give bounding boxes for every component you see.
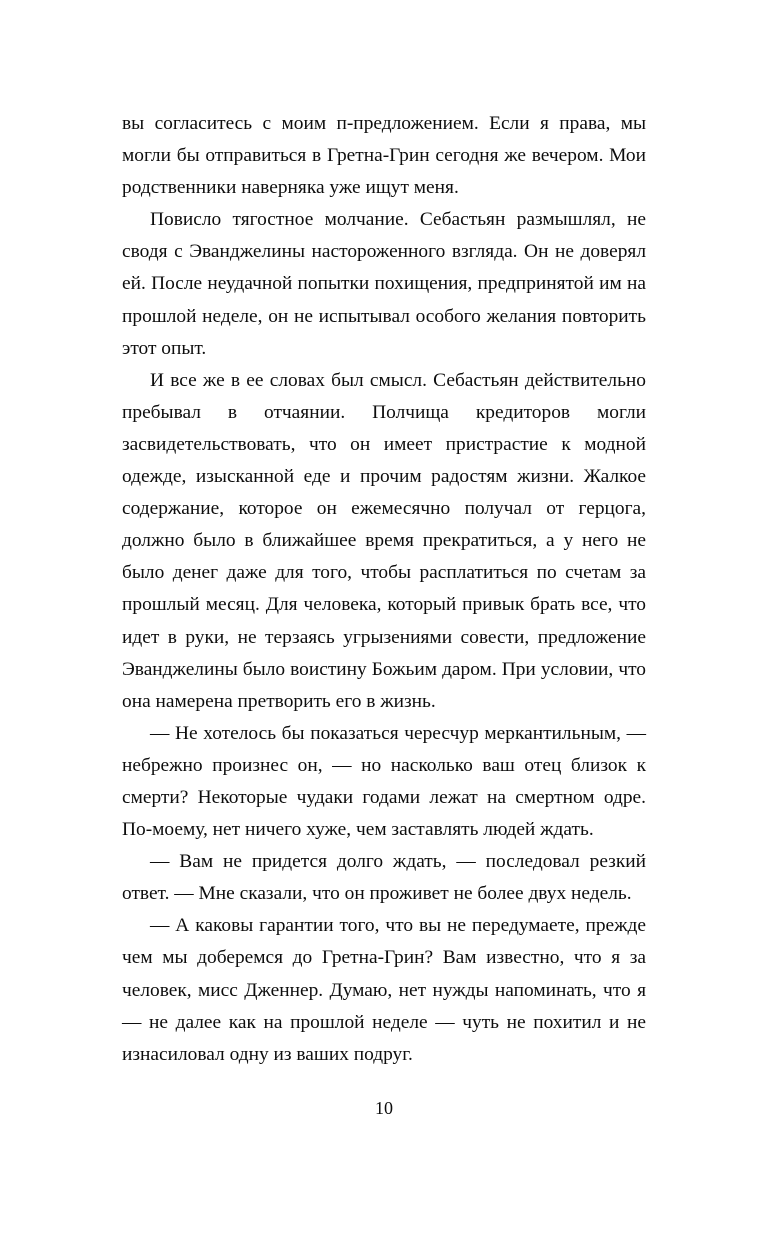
page-number: 10 [375, 1098, 393, 1118]
paragraph: И все же в ее словах был смысл. Себастьян действительно пребывал в отчаянии. Полчища кредиторов могли засвидетельствовать, что он имеет пристрастие к модной одежде, изысканной еде и прочим радостям жизни. Жалкое содержание, которое он ежемесячно получал от герцога, должно было в ближайшее время прекратиться, а у него не было денег даже для того, чтобы расплатиться по счетам за прошлый месяц. Для человека, который привык брать все, что идет в руки, не терзаясь угрызениями совести, предложение Эванджелины было воистину Божьим даром. При условии, что она намерена претворить его в жизнь. [122, 369, 646, 712]
paragraph: — А каковы гарантии того, что вы не передумаете, прежде чем мы доберемся до Гретна-Грин? Вам известно, что я за человек, мисс Дженнер. Думаю, нет нужды напоминать, что я — не далее как на прошлой неделе — чуть не похитил и не изнасиловал одну из ваших подруг. [122, 915, 646, 1065]
paragraph: Повисло тягостное молчание. Себастьян размышлял, не сводя с Эванджелины настороженного взгляда. Он не доверял ей. После неудачной попытки похищения, предпринятой им на прошлой неделе, он не испытывал особого желания повторить этот опыт. [122, 209, 646, 359]
paragraph: — Не хотелось бы показаться чересчур меркантильным, — небрежно произнес он, — но насколько ваш отец близок к смерти? Некоторые чудаки годами лежат на смертном одре. По-моему, нет ничего хуже, чем заставлять людей ждать. [122, 722, 646, 841]
page-text-block [122, 108, 646, 1071]
paragraph: вы согласитесь с моим п-предложением. Если я права, мы могли бы отправиться в Гретна-Грин сегодня же вечером. Мои родственники наверняка уже ищут меня. [122, 113, 646, 199]
paragraph: — Вам не придется долго ждать, — последовал резкий ответ. — Мне сказали, что он проживет не более двух недель. [122, 851, 646, 905]
